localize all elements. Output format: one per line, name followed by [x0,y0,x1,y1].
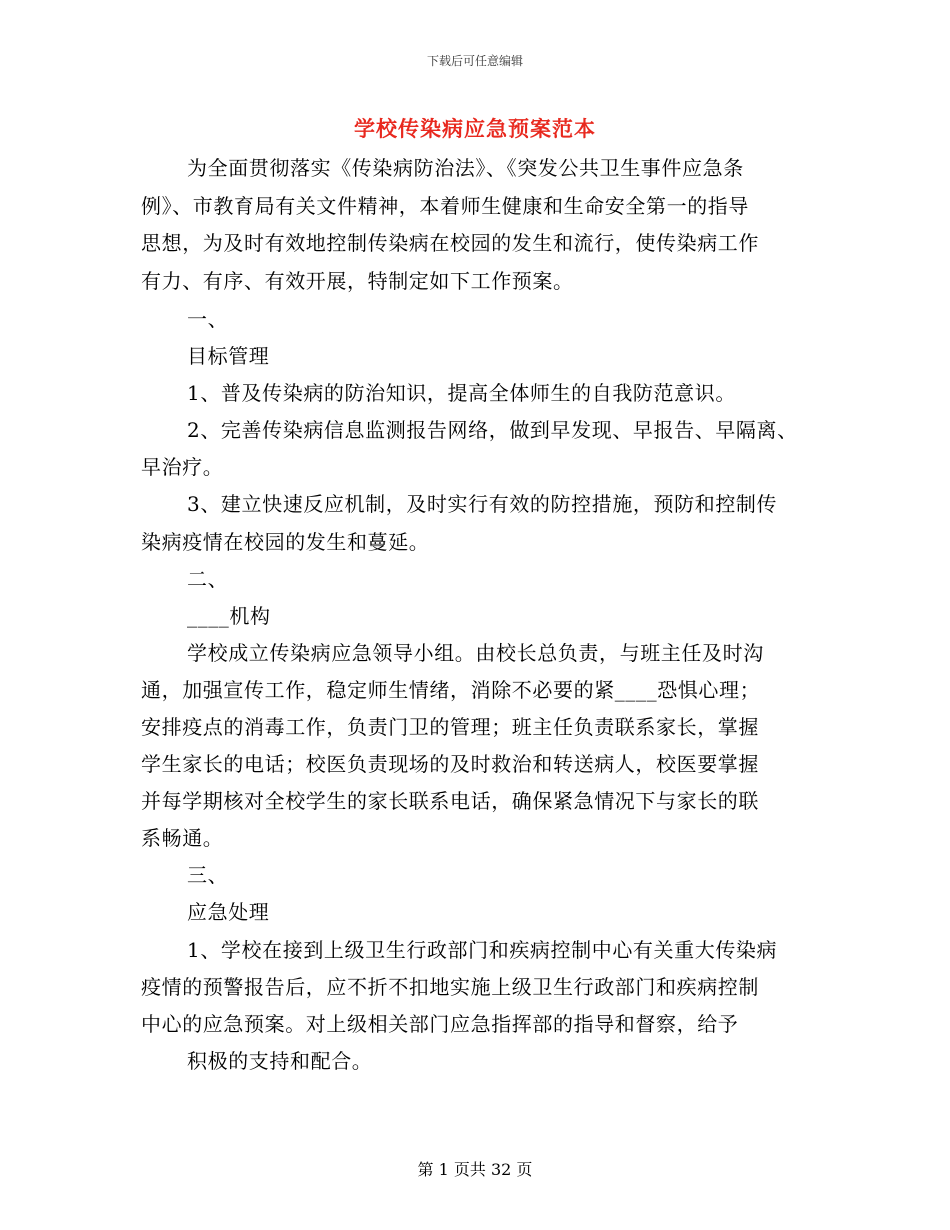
section-heading: ____机构 [187,604,271,628]
paragraph-line: 并每学期核对全校学生的家长联系电话，确保紧急情况下与家长的联 [141,789,759,813]
paragraph-line: 通，加强宣传工作，稳定师生情绪，消除不必要的紧____恐惧心理； [141,678,761,702]
section-number: 二、 [187,567,229,591]
paragraph-line: 1、学校在接到上级卫生行政部门和疾病控制中心有关重大传染病 [187,938,778,962]
paragraph-line: 积极的支持和配合。 [187,1049,373,1073]
paragraph-line: 系畅通。 [141,826,224,850]
paragraph-line: 1、普及传染病的防治知识，提高全体师生的自我防范意识。 [187,381,736,405]
section-heading: 目标管理 [187,344,270,368]
paragraph-line: 学生家长的电话；校医负责现场的及时救治和转送病人，校医要掌握 [141,752,759,776]
paragraph-line: 染病疫情在校园的发生和蔓延。 [141,530,430,554]
section-number: 三、 [187,863,229,887]
paragraph-line: 为全面贯彻落实《传染病防治法》、《突发公共卫生事件应急条 [187,156,744,180]
section-heading: 应急处理 [187,900,270,924]
paragraph-line: 有力、有序、有效开展，特制定如下工作预案。 [141,269,574,293]
paragraph-line: 思想，为及时有效地控制传染病在校园的发生和流行，使传染病工作 [141,231,759,255]
paragraph-line: 疫情的预警报告后，应不折不扣地实施上级卫生行政部门和疾病控制 [141,975,759,999]
paragraph-line: 2、完善传染病信息监测报告网络，做到早发现、早报告、早隔离、 [187,418,798,442]
page-footer: 第 1 页共 32 页 [417,1160,533,1179]
paragraph-line: 例》、市教育局有关文件精神，本着师生健康和生命安全第一的指导 [141,194,749,218]
document-title: 学校传染病应急预案范本 [354,116,596,141]
paragraph-line: 安排疫点的消毒工作，负责门卫的管理；班主任负责联系家长，掌握 [141,715,759,739]
paragraph-line: 早治疗。 [141,455,224,479]
paragraph-line: 学校成立传染病应急领导小组。由校长总负责，与班主任及时沟 [187,641,764,665]
paragraph-line: 3、建立快速反应机制，及时实行有效的防控措施，预防和控制传 [187,492,778,516]
paragraph-line: 中心的应急预案。对上级相关部门应急指挥部的指导和督察，给予 [141,1012,739,1036]
page-header: 下载后可任意编辑 [426,54,523,68]
section-number: 一、 [187,307,229,331]
